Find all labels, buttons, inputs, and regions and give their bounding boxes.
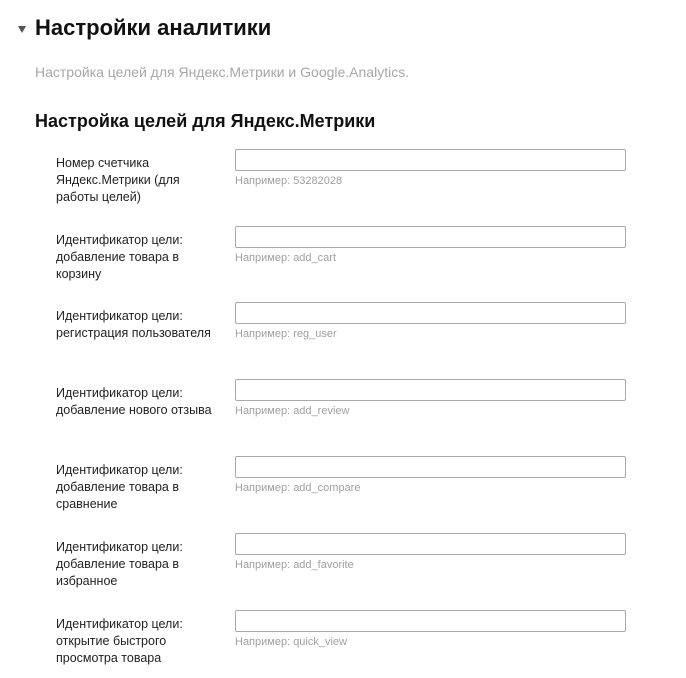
- field-label: Идентификатор цели: открытие быстрого просмотра товара: [56, 617, 183, 665]
- goal-reg-user-input[interactable]: [235, 302, 626, 324]
- goal-add-favorite-input[interactable]: [235, 533, 626, 555]
- counter-number-input[interactable]: [235, 149, 626, 171]
- field-hint: Например: quick_view: [235, 636, 347, 648]
- field-label: Номер счетчика Яндекс.Метрики (для работы целей): [56, 156, 180, 204]
- field-hint: Например: 53282028: [235, 175, 343, 187]
- subsection-title: Настройка целей для Яндекс.Метрики: [35, 111, 376, 131]
- field-hint: Например: add_review: [235, 405, 350, 417]
- field-hint: Например: add_cart: [235, 252, 336, 264]
- field-label: Идентификатор цели: добавление товара в сравнение: [56, 463, 183, 511]
- goal-add-review-input[interactable]: [235, 379, 626, 401]
- section-description: Настройка целей для Яндекс.Метрики и Google.Analytics.: [35, 64, 410, 80]
- goal-add-compare-input[interactable]: [235, 456, 626, 478]
- section-title: Настройки аналитики: [35, 15, 272, 40]
- field-hint: Например: add_favorite: [235, 559, 354, 571]
- section-header[interactable]: [18, 14, 271, 42]
- field-label: Идентификатор цели: добавление нового отзыва: [56, 386, 212, 417]
- field-hint: Например: add_compare: [235, 482, 361, 494]
- field-hint: Например: reg_user: [235, 328, 337, 340]
- collapse-triangle-icon[interactable]: [18, 26, 26, 33]
- field-label: Идентификатор цели: добавление товара в избранное: [56, 540, 183, 588]
- goal-add-cart-input[interactable]: [235, 226, 626, 248]
- field-label: Идентификатор цели: регистрация пользователя: [56, 309, 211, 340]
- field-label: Идентификатор цели: добавление товара в корзину: [56, 233, 183, 281]
- goal-quick-view-input[interactable]: [235, 610, 626, 632]
